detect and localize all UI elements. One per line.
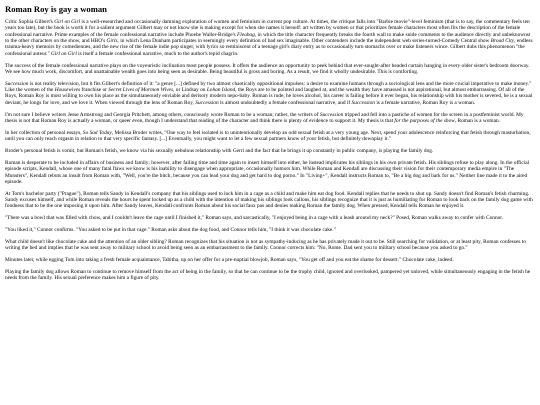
paragraph-text: franchise or (80, 87, 109, 94)
paragraph-text: , in which Lena Dunham participates in seemingly every definition of bad sex imaginable. Other contenders include the independent web series-turned-Comedy Central show (117, 38, 491, 45)
paragraph-text: , endless trauma-heavy memoirs by comediennes, and the new rise of the female indie pop singer, with lyrics so reminiscent of a teenage girl's diary entry as to occasionally turn stomachs over or make listeners wince. Gilbert dubs this phenomenon "the confessional auteur." (5, 38, 533, 57)
italic-title-text: for the purposes of the show (394, 117, 455, 124)
paragraph-text: , Roman is a woman. (454, 117, 500, 124)
paragraph-text: Minutes later, while egging Tom into taking a fresh female acquaintance, Tabitha, up on her offer for a pre-nuptial blowjob, Roman says, "You get off and you eat the shame for dessert." Chocolate cake, indeed. (5, 257, 454, 264)
italic-title-text: Succession (195, 99, 219, 106)
article-paragraph (5, 227, 535, 233)
paragraph-text: At Tom's bachelor party ("Prague"), Roman tells Sandy in Kendall's company that his siblings used to lock him in a cage as a child and make him eat dog food. Kendall replies that he needs to shut up. Sandy doesn't find Roman's fetish charming. Sandy excuses himself, and while Roman reveals the hours he spent locked up as a child with the intention of making his siblings look callous, his siblings recognize that it is just as humiliating for Roman to look back on the family dog game with fondness that to be the one imposing it upon him. After Sandy leaves, Kendall confronts Roman about his social faux pas and denies making Roman the family dog. When pressed, Kendall tells Roman he enjoyed it. (5, 190, 533, 210)
paragraph-text: , the Roys are to be pointed and laughed at, and the wealth they have amassed is not aspirational, but almost embarrassing. Of all of the Roys, Roman Roy is most willing to own his place as the simultaneously enviable and derisory modern nepo-baby. Roman is rude, he loves alcohol, his career is failing before it ever began, his relationship with his mother is severed, he is a sexual deviant, he longs for love, and we love it. When viewed through the lens of Roman Roy, (5, 87, 533, 106)
italic-title-text: Housewives (54, 87, 81, 94)
italic-title-text: So Sad Today (82, 129, 112, 136)
paragraph-text: In her collection of personal essays, (5, 129, 83, 136)
paragraph-text: is a well-researched and occasionally damning exploration of women and feminism in current pop culture. At times, the critique falls into "Barbie movie"-level feminism (that is to say, the commentary feels ten years too late), but the book is worth it for a salient argument Gilbert may or not know she is making except for when she names it herself: art written by women or that prioritizes female characters most often fits the description of the female confessional narrative. Prime examples of the female confessional narrative include Phoebe Waller-Bridge's (5, 19, 530, 38)
italic-title-text: Girl on Girl (54, 19, 81, 25)
article-paragraph (5, 112, 535, 125)
paragraph-text: Broder's personal fetish is vomit, but Roman's fetish, we know via his sexually nebulous relationship with Gerri and the fact that he brings it up constantly in public company, is playing the family dog. (5, 148, 434, 154)
article-paragraph (5, 81, 535, 106)
paragraph-text: , or Lindsay on (173, 87, 207, 94)
article-paragraph (5, 269, 535, 282)
paragraph-text: is not reality television, but it fits Gilbert's definition of it: "a genre [...] defined by two almost chaotically oppositional impulses: a desire to examine humans through a sociological lens and the more crucial imperative to make money." Like the women of the (5, 80, 532, 94)
article-paragraph (5, 148, 535, 154)
article-paragraph (5, 130, 535, 143)
italic-title-text: Succession (351, 99, 375, 106)
article-paragraph (5, 215, 535, 221)
paragraph-text: , Melissa Broder writes, "One way to feel isolated is to unintentionally develop an odd sexual fetish at a very young age. Next, spend your adolescence reinforcing that fetish through masturbation, until you can only reach orgasm in relation to that very specific fantasy. [...] Eventually, you might want to let a few sexual partners know of your fetish, but definitely downplay it." (5, 129, 531, 143)
paragraph-text: is itself a female confessional narrative, much to the author's tepid chagrin. (76, 50, 239, 57)
italic-title-text: Succession (5, 80, 29, 87)
article-paragraph (5, 160, 535, 185)
article-body (5, 19, 535, 282)
article-title: Roman Roy is gay a woman (5, 4, 107, 14)
paragraph-text: tripped and fell into a pastiche of women for the screen in a postfeminist world. My thesis is not that Roman Roy is actually a woman, or queer even, though I understand that reading of the character and think there is plenty of evidence to support it. My thesis is that (5, 111, 524, 124)
paragraph-text: What child doesn't like chocolate cake and the attention of an older sibling? Roman recognizes that his situation is not as sympathy-inducing as he has privately made it out to be. Still searching for validation, or at least pity, Roman confesses to writing the bed and implies that he was sent away to military school to avoid being seen as an embarrassment to the family. Connor corrects him: "No, Rome. Dad sent you to military school because you asked to go." (5, 238, 526, 252)
article-paragraph (5, 257, 535, 263)
article-paragraph (5, 239, 535, 252)
paragraph-text: I'm not sure I believe writers Jesse Armstrong and Georgia Pritchett, among others, consciously wrote Roman to be a woman; rather, the writers of (5, 111, 320, 118)
paragraph-text: , in which the title character frequently breaks the fourth wall to make snide comments to the audience directly and unbeknownst to the other characters on the show, and HBO's (5, 31, 531, 45)
italic-title-text: Secret Lives of Mormon Wives (108, 87, 174, 94)
article-paragraph (5, 191, 535, 210)
paragraph-text: "There was a bowl that was filled with chow, and I couldn't leave the cage until I finished it," Roman says, and sarcastically, "I enjoyed being in a cage with a leash around my neck?" Posed, Roman walks away to confer with Connor. (5, 215, 504, 222)
italic-title-text: Girls (106, 38, 118, 45)
paragraph-text: Critic Sophia Gilbert's (5, 19, 55, 25)
paragraph-text: Playing the family dog allows Roman to continue to remove himself from the act of being in the family, so that he can continue to be the trophy child, ignored and overlooked, pampered yet unloved, while simultaneously engaging in the fetish he needs from the family. His sexual preference makes him a figure of pity. (5, 268, 531, 282)
article-paragraph (5, 63, 535, 76)
paragraph-text: is almost undoubtedly a female confessional narrative, and if (218, 99, 352, 106)
italic-title-text: Broad City (490, 38, 515, 45)
italic-title-text: Lohan Island (206, 87, 236, 94)
italic-title-text: Succession (319, 111, 344, 118)
italic-title-text: Girl on Girl (50, 50, 77, 57)
paragraph-text: is a female narrative, Roman Roy is a woman. (374, 99, 476, 106)
paragraph-text: The success of the female confessional narrative plays on the voyeuristic inclination most people possess. It offers the audience an opportunity to peek behind that ever-sought-after beaded curtain hanging in every older sister's bedroom doorway. We see how much work, discomfort, and unattainable wealth goes into being seen as desirable. Being beautiful is gross and boring. As a result, we find it wholly undesirable. This is comforting. (5, 62, 530, 75)
article-paragraph (5, 19, 535, 57)
paragraph-text: Roman is desperate to be included in affairs of business and family; however, after failing time and time again to insert himself into either, he instead implicates his siblings in his own private fetish. His siblings refuse to play along. In the official episode scripts, Kendall, whose one of many fatal flaws we know is his inability to disengage when appropriate, occasionally humors him. While Roman and Kendall are discussing their vision for their contemporary media empire in "The Munsters", Kendall rebuts an insult from Roman with, "Well, you're the bitch, because you can lead your dog and get hard to dog porno." In "Living+", Kendall instructs Roman to, "Be a big dog and bark for us." Neither line made it to the aired episode. (5, 159, 530, 185)
italic-title-text: Fleabag (236, 31, 255, 38)
paragraph-text: "You liked it," Connor confirms. "You asked to be put in that cage." Roman asks about the dog food, and Connor tells him, "I think it was chocolate cake." (5, 227, 336, 234)
